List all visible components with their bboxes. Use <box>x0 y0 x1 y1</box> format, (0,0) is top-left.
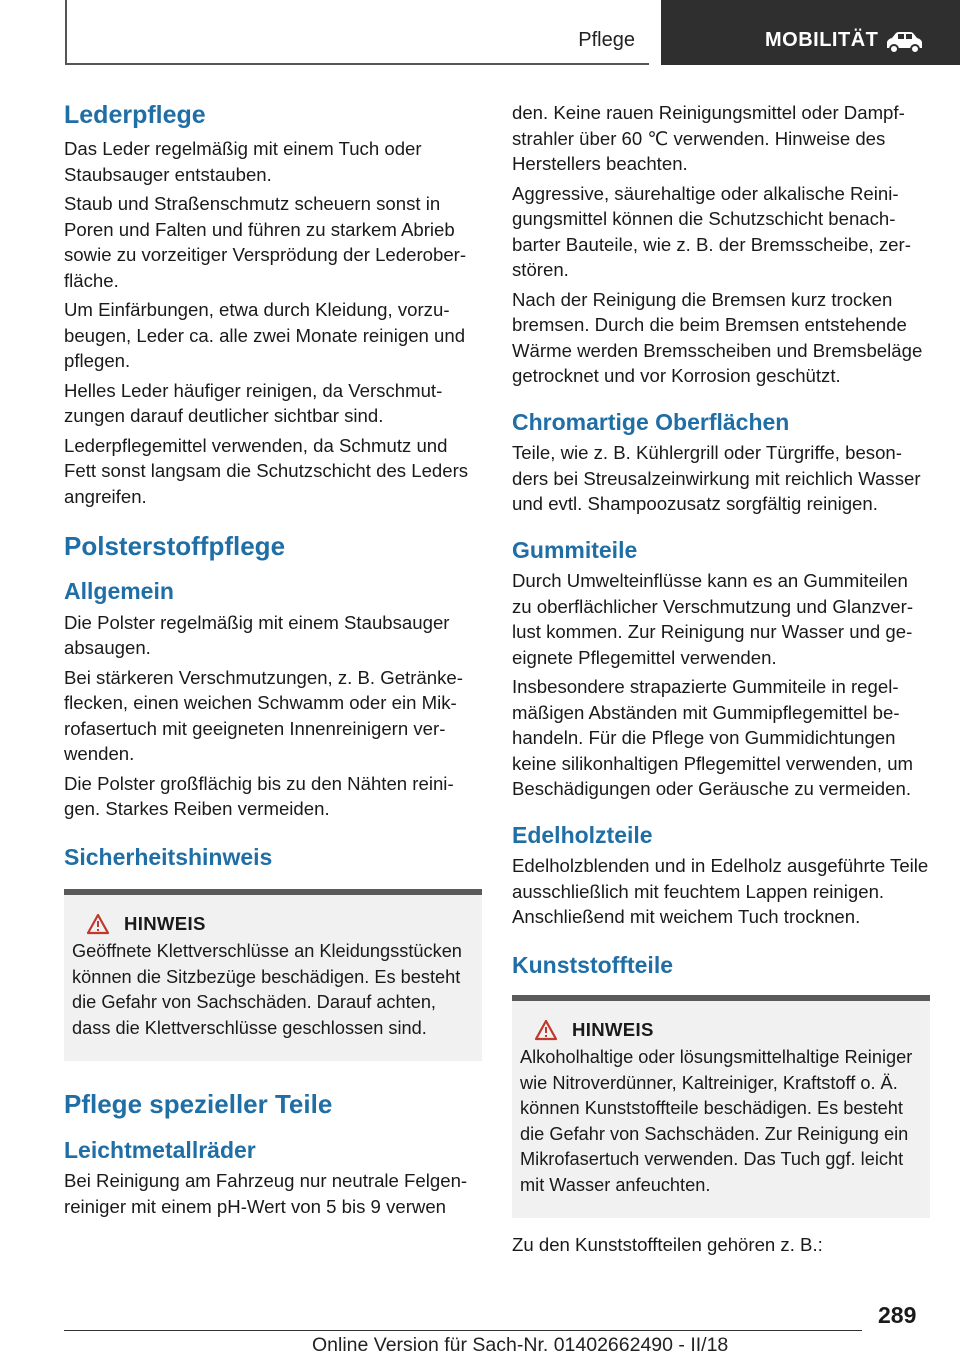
paragraph: Um Einfärbungen, etwa durch Kleidung, vorzubeugen, Leder ca. alle zwei Monate reinigen und pflegen. <box>64 299 466 371</box>
notice-text: Geöffnete Klettverschlüsse an Kleidungsstücken können die Sitzbezüge beschädigen. Es besteht die Gefahr von Sachschäden. Darauf achten, dass die Klettverschlüsse geschlossen sind. <box>72 941 462 1038</box>
heading-polsterstoffpflege: Polsterstoffpflege <box>64 531 286 561</box>
left-column <box>64 100 482 1219</box>
page-number: 289 <box>878 1302 917 1328</box>
paragraph: den. Keine rauen Reinigungsmittel oder Dampfstrahler über 60 ℃ verwenden. Hinweise des Herstellers beachten. <box>512 102 905 174</box>
notice-box <box>64 889 482 1061</box>
paragraph: Die Polster regelmäßig mit einem Staubsauger absaugen. <box>64 611 450 659</box>
heading-leichtmetallraeder: Leichtmetallräder <box>64 1136 256 1163</box>
paragraph: Edelholzblenden und in Edelholz ausgeführte Teile ausschließlich mit feuchtem Lappen reinigen. Anschließend mit weichem Tuch trocknen. <box>512 855 929 928</box>
paragraph: Staub und Straßenschmutz scheuern sonst in Poren und Falten und führen zu starkem Abrieb sowie zu vorzeitiger Versprödung der Lederoberfläche. <box>64 193 467 291</box>
car-icon <box>883 30 925 54</box>
paragraph: Bei stärkeren Verschmutzungen, z. B. Getränkeflecken, einen weichen Schwamm oder ein Mikrofasertuch mit geeigneten Innenreinigern verwenden. <box>64 666 463 765</box>
paragraph: Bei Reinigung am Fahrzeug nur neutrale Felgenreiniger mit einem pH-Wert von 5 bis 9 verwen <box>64 1170 468 1217</box>
paragraph: Das Leder regelmäßig mit einem Tuch oder Staubsauger entstauben. <box>64 138 422 185</box>
heading-kunststoffteile: Kunststoffteile <box>512 951 673 978</box>
heading-allgemein: Allgemein <box>64 578 174 605</box>
footer-online-version: Online Version für Sach-Nr. 01402662490 - II/18 <box>312 1334 729 1356</box>
header-left-rule <box>65 0 67 65</box>
paragraph: Durch Umwelteinflüsse kann es an Gummiteilen zu oberflächlicher Verschmutzung und Glanzverlust kommen. Zur Reinigung nur Wasser und geeignete Pflegemittel verwenden. <box>512 570 914 668</box>
notice-title: HINWEIS <box>572 1019 654 1041</box>
heading-gummiteile: Gummiteile <box>512 536 638 563</box>
notice-box <box>512 995 930 1218</box>
paragraph: Nach der Reinigung die Bremsen kurz trocken bremsen. Durch die beim Bremsen entstehende Wärme werden Bremsscheiben und Bremsbeläge getrocknet und vor Korrosion geschützt. <box>512 288 923 386</box>
paragraph: Helles Leder häufiger reinigen, da Verschmutzungen darauf deutlicher sichtbar sind. <box>64 379 443 426</box>
warning-triangle-icon <box>534 1019 558 1041</box>
paragraph: Lederpflegemittel verwenden, da Schmutz und Fett sonst langsam die Schutzschicht des Leders angreifen. <box>64 434 469 507</box>
heading-lederpflege: Lederpflege <box>64 101 206 129</box>
paragraph: Die Polster großflächig bis zu den Nähten reinigen. Starkes Reiben vermeiden. <box>64 772 454 820</box>
heading-pflege-spezieller-teile: Pflege spezieller Teile <box>64 1089 333 1120</box>
paragraph: Zu den Kunststoffteilen gehören z. B.: <box>512 1234 823 1256</box>
header-section-title: Pflege <box>578 29 635 51</box>
paragraph: Insbesondere strapazierte Gummiteile in regelmäßigen Abständen mit Gummipflegemittel behandeln. Für die Pflege von Gummidichtungen keine silikonhaltigen Pflegemittel verwenden, um Beschädigungen oder Geräusche zu vermeiden. <box>512 676 914 800</box>
footer-rule <box>64 1330 862 1331</box>
notice-title: HINWEIS <box>124 913 206 935</box>
chapter-title: MOBILITÄT <box>765 29 879 51</box>
heading-sicherheitshinweis: Sicherheitshinweis <box>64 843 273 870</box>
warning-triangle-icon <box>86 913 110 935</box>
paragraph: Teile, wie z. B. Kühlergrill oder Türgriffe, besonders bei Streusalzeinwirkung mit reichlich Wasser und evtl. Shampoozusatz sorgfältig reinigen. <box>512 442 921 515</box>
notice-text: Alkoholhaltige oder lösungsmittelhaltige Reiniger wie Nitroverdünner, Kaltreiniger, Kraftstoff o. Ä. können Kunststoffteile beschädigen. Es besteht die Gefahr von Sachschäden. Zur Reinigung ein Mikrofasertuch verwenden. Das Tuch ggf. leicht mit Wasser anfeuchten. <box>520 1047 913 1195</box>
heading-chromartige-oberflaechen: Chromartige Oberflächen <box>512 408 790 435</box>
paragraph: Aggressive, säurehaltige oder alkalische Reinigungsmittel können die Schutzschicht benachbarter Bauteile, wie z. B. der Bremsscheibe, zerstören. <box>512 182 911 280</box>
heading-edelholzteile: Edelholzteile <box>512 821 653 848</box>
right-column <box>512 100 930 1258</box>
header-rule <box>65 63 649 65</box>
